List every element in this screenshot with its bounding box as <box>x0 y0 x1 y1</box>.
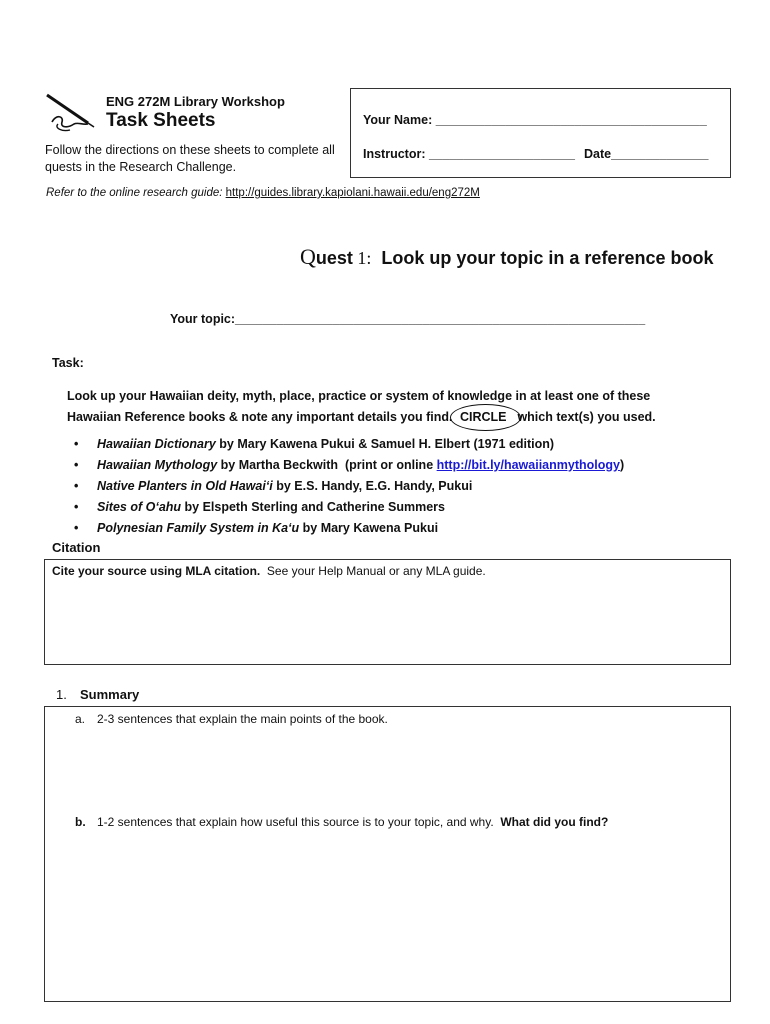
citation-bold-text: Cite your source using MLA citation. <box>52 564 261 578</box>
guide-label: Refer to the online research guide: <box>46 187 226 199</box>
quest-number: 1 <box>352 248 367 268</box>
book-title: Native Planters in Old Hawai‘i <box>97 479 273 493</box>
book-details: by E.S. Handy, E.G. Handy, Pukui <box>272 479 473 493</box>
book-details: by Martha Beckwith (print or online <box>217 458 437 472</box>
book-details-close: ) <box>619 458 625 472</box>
summary-label: Summary <box>80 687 140 702</box>
task-line-1: Look up your Hawaiian deity, myth, place, practice or system of knowledge in at least one of these <box>67 389 651 403</box>
directions-text: Follow the directions on these sheets to complete all quests in the Research Challenge. <box>45 143 335 174</box>
item-b-marker: b. <box>75 815 86 829</box>
summary-heading <box>56 687 139 702</box>
instructor-field[interactable]: Instructor: _____________________ <box>363 147 575 161</box>
quest-title: Look up your topic in a reference book <box>371 248 714 268</box>
task-instructions <box>67 386 667 428</box>
circle-word-text: CIRCLE <box>459 410 507 424</box>
citation-instructions <box>52 564 486 578</box>
task-label: Task: <box>52 356 84 370</box>
book-details: by Elspeth Sterling and Catherine Summers <box>181 500 445 514</box>
student-info-box <box>350 88 731 178</box>
pencil-writing-icon <box>44 92 96 134</box>
book-title: Sites of O‘ahu <box>97 500 182 514</box>
book-title: Polynesian Family System in Ka‘u <box>97 521 300 535</box>
item-b-bold-text: What did you find? <box>500 815 609 829</box>
citation-rest-text: See your Help Manual or any MLA guide. <box>260 564 486 578</box>
list-item <box>74 497 624 518</box>
citation-label: Citation <box>52 540 101 555</box>
citation-box[interactable] <box>44 559 731 665</box>
list-item <box>74 455 624 476</box>
item-a-text: 2-3 sentences that explain the main points of the book. <box>97 712 388 726</box>
hawaiian-mythology-link[interactable]: http://bit.ly/hawaiianmythology <box>436 458 620 472</box>
date-field[interactable]: Date______________ <box>584 147 709 161</box>
research-guide-line <box>46 187 480 199</box>
task-line-2-end: which text(s) you used. <box>510 410 656 424</box>
task-line-2: Hawaiian Reference books & note any important details you find. <box>67 410 456 424</box>
book-title: Hawaiian Dictionary <box>97 437 216 451</box>
summary-box[interactable] <box>44 706 731 1002</box>
your-name-field[interactable]: Your Name: _______________________________________ <box>363 113 707 127</box>
summary-item-b <box>75 815 608 829</box>
summary-item-a <box>75 712 388 726</box>
quest-word: uest <box>315 248 353 268</box>
item-a-marker: a. <box>75 712 86 726</box>
book-details: by Mary Kawena Pukui & Samuel H. Elbert (1971 edition) <box>215 437 555 451</box>
list-item <box>74 518 624 539</box>
book-title: Hawaiian Mythology <box>97 458 218 472</box>
list-item <box>74 434 624 455</box>
book-details: by Mary Kawena Pukui <box>299 521 439 535</box>
workshop-title: ENG 272M Library Workshop <box>106 94 285 109</box>
circle-ring <box>450 404 521 431</box>
item-b-text: 1-2 sentences that explain how useful this source is to your topic, and why. <box>97 815 501 829</box>
reference-book-list <box>74 434 624 539</box>
circle-word <box>456 407 511 428</box>
quest-colon: : <box>366 248 372 268</box>
quest-heading <box>300 244 713 270</box>
task-sheets-heading: Task Sheets <box>106 110 216 131</box>
list-item <box>74 476 624 497</box>
guide-link[interactable]: http://guides.library.kapiolani.hawaii.edu/eng272M <box>225 187 480 199</box>
your-topic-field[interactable]: Your topic:___________________________________________________________ <box>170 312 646 326</box>
summary-number: 1. <box>56 687 67 702</box>
quest-initial: Q <box>300 244 316 269</box>
